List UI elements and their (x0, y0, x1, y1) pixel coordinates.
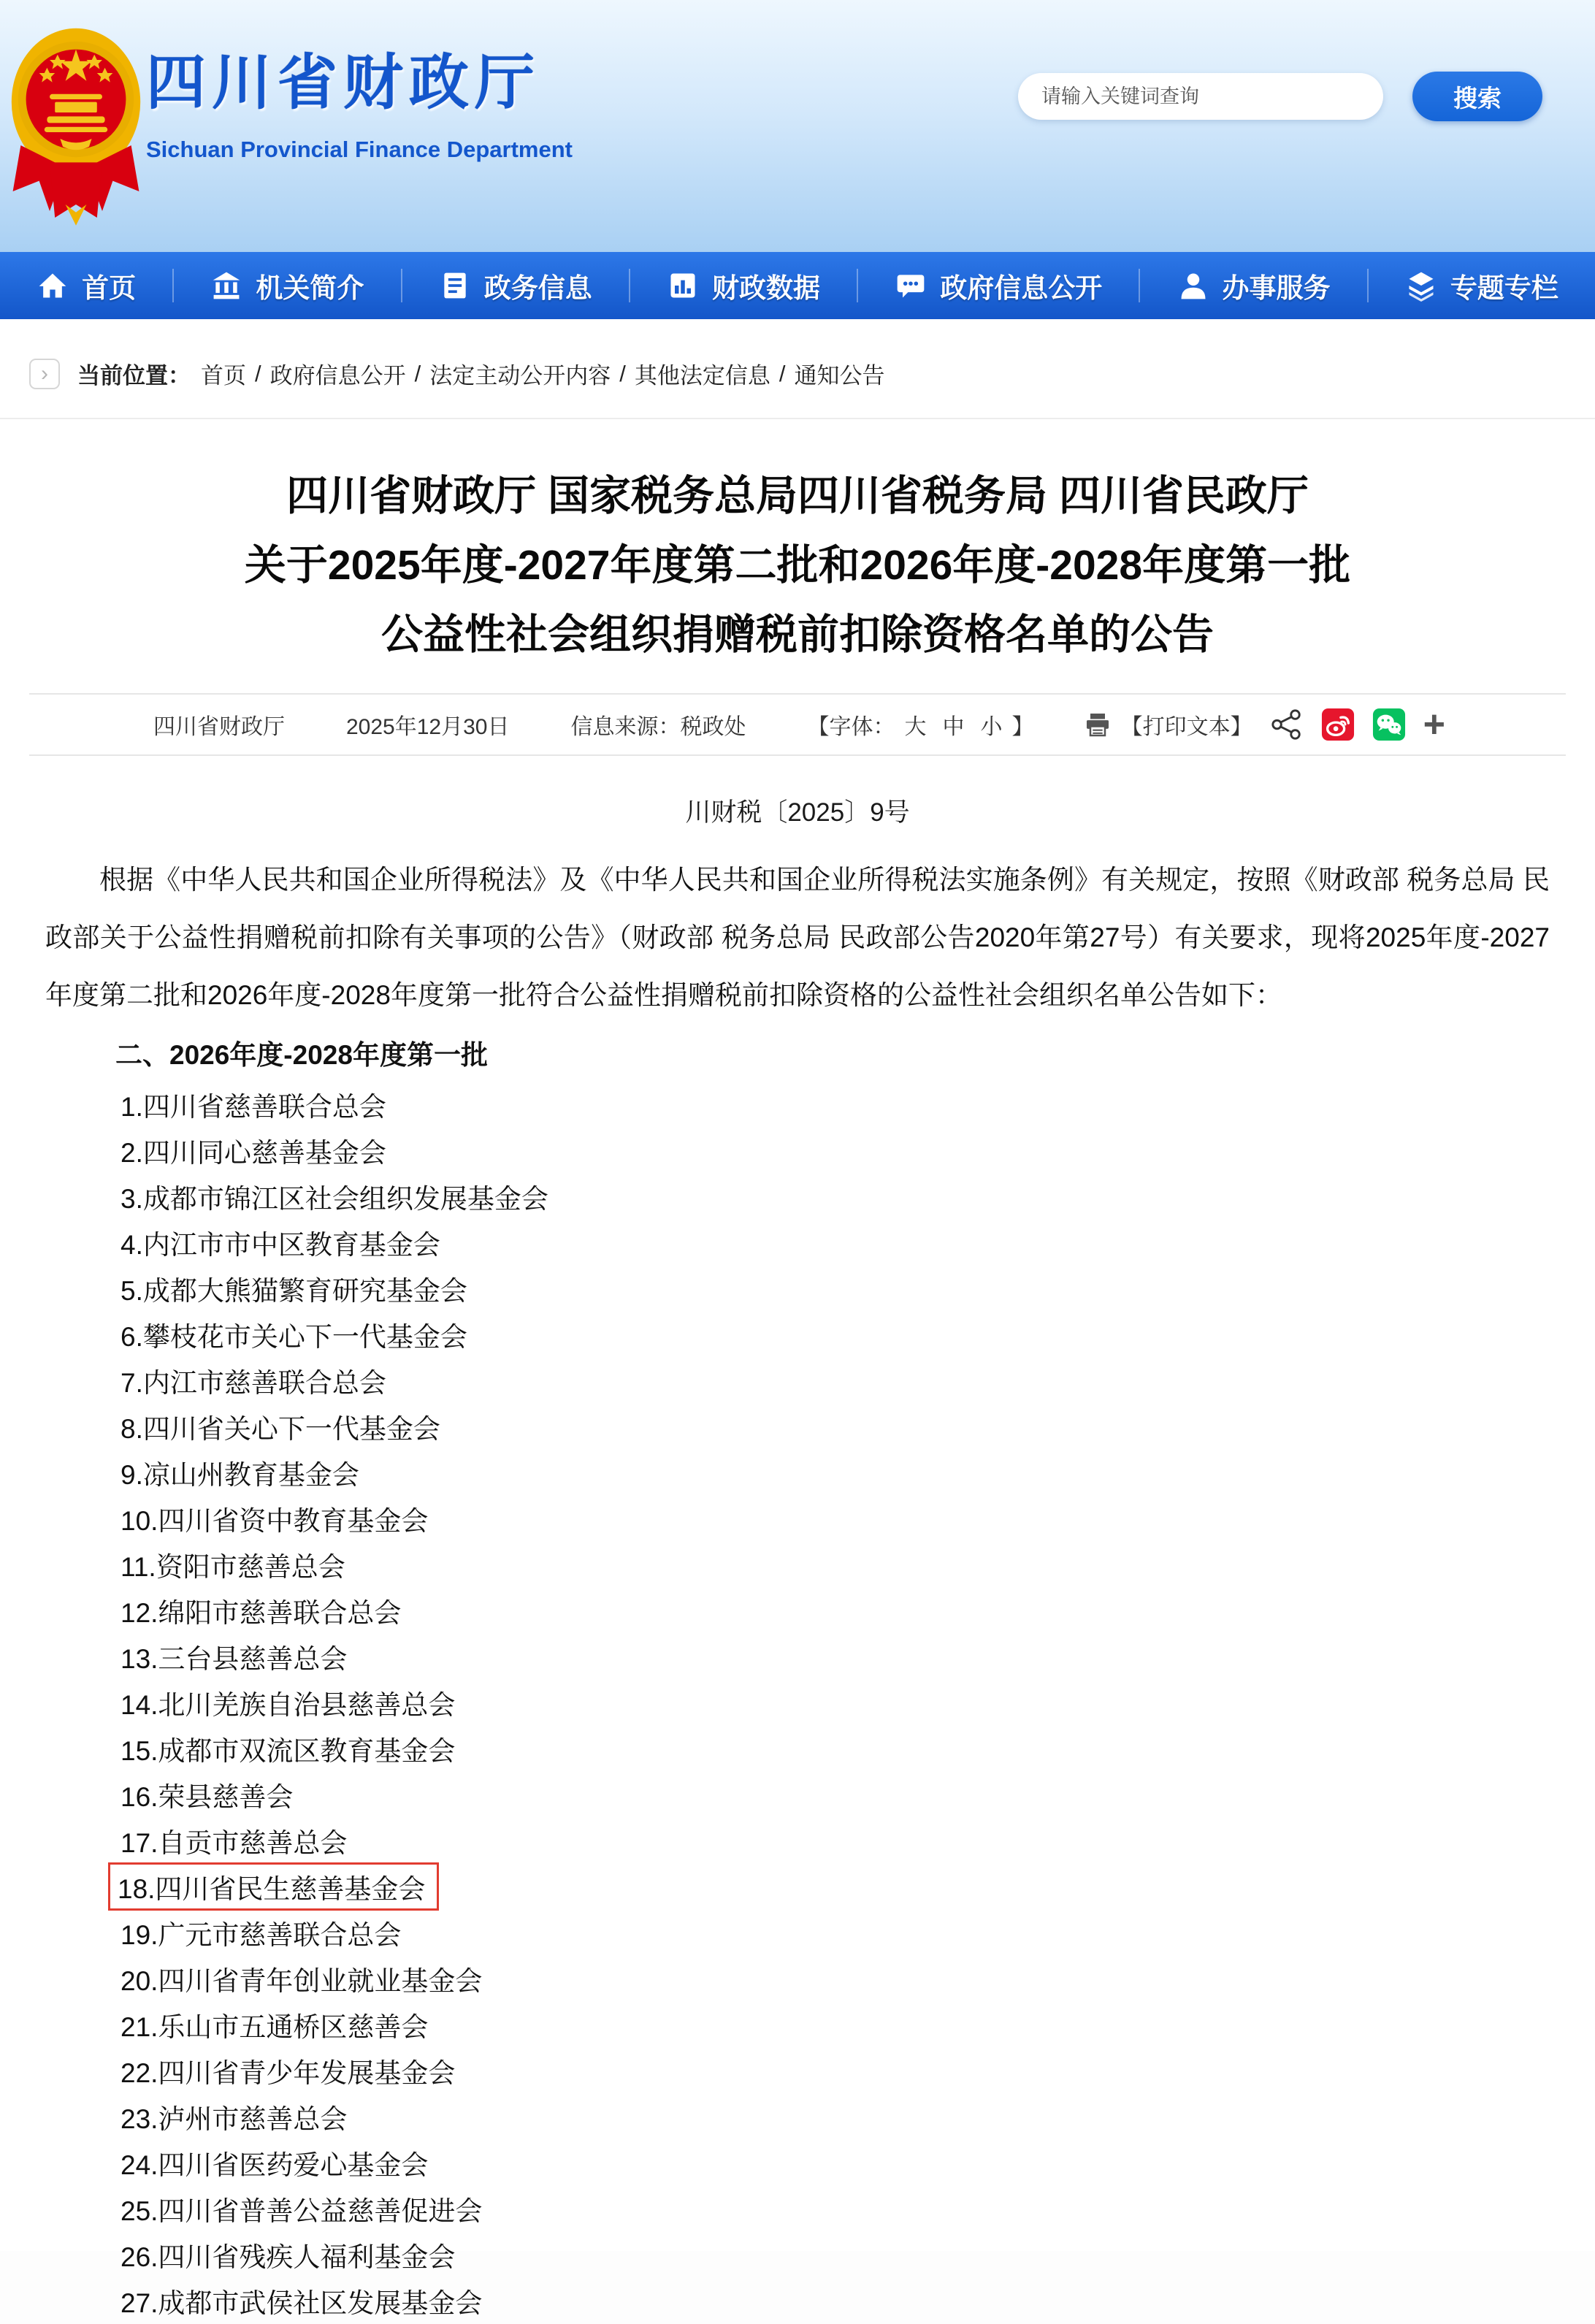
meta-info-source (570, 708, 746, 741)
org-list-item (115, 1771, 1595, 1817)
org-name: 16.荣县慈善会 (121, 1781, 294, 1812)
print-label: 【打印文本】 (1120, 715, 1252, 739)
org-list-item (115, 1081, 1595, 1127)
nav-separator (857, 269, 858, 302)
org-list-item (115, 1449, 1595, 1495)
font-size-switch (807, 708, 1033, 741)
home-icon (37, 270, 69, 302)
org-list-item (115, 1311, 1595, 1357)
breadcrumb-separator: / (619, 360, 626, 386)
org-name: 5.成都大熊猫繁育研究基金会 (121, 1275, 467, 1306)
nav-item-special-columns[interactable] (1405, 266, 1558, 305)
site-header (0, 0, 1595, 252)
weibo-icon[interactable] (1321, 708, 1355, 741)
org-name: 3.成都市锦江区社会组织发展基金会 (121, 1183, 548, 1214)
institution-icon (210, 270, 242, 302)
org-name: 20.四川省青年创业就业基金会 (121, 1965, 483, 1996)
org-name: 24.四川省医药爱心基金会 (121, 2149, 429, 2180)
nav-item-label: 财政数据 (711, 273, 820, 303)
article-title-line: 四川省财政厅 国家税务总局四川省税务局 四川省民政厅 (286, 473, 1309, 519)
nav-separator (1367, 269, 1369, 302)
org-list-item (115, 2093, 1595, 2139)
search-button[interactable]: 搜索 (1412, 72, 1542, 121)
nav-separator (172, 269, 174, 302)
org-name: 21.乐山市五通桥区慈善会 (121, 2011, 429, 2042)
nav-item-label: 专题专栏 (1450, 273, 1558, 303)
meta-date: 2025年12月30日 (346, 715, 510, 739)
org-name: 19.广元市慈善联合总会 (121, 1919, 402, 1950)
org-list-item (115, 1541, 1595, 1587)
org-list-item (115, 1495, 1595, 1541)
org-name: 17.自贡市慈善总会 (121, 1827, 348, 1858)
meta-left (29, 708, 1033, 741)
article-title (80, 462, 1515, 670)
more-share-button[interactable]: + (1423, 703, 1445, 746)
print-button[interactable] (1083, 708, 1252, 741)
org-name: 10.四川省资中教育基金会 (121, 1505, 429, 1536)
breadcrumb-separator: / (255, 360, 261, 386)
org-list-item (115, 2139, 1595, 2185)
org-name: 12.绵阳市慈善联合总会 (121, 1597, 402, 1628)
font-size-small-button[interactable]: 小 (980, 715, 1003, 739)
chevron-right-icon: › (29, 359, 60, 389)
org-name: 7.内江市慈善联合总会 (121, 1367, 386, 1398)
nav-item-label: 政务信息 (483, 273, 592, 303)
article-paragraph: 根据《中华人民共和国企业所得税法》及《中华人民共和国企业所得税法实施条例》有关规定，按照《财政部 税务总局 民政部关于公益性捐赠税前扣除有关事项的公告》（财政部 税务总局 民政部公告2020年第27号）有关要求，现将2025年度-2027年度第二批和2026年度-2028年度第一批符合公益性捐赠税前扣除资格的公益性社会组织名单公告如下： (45, 865, 1550, 1010)
org-name: 1.四川省慈善联合总会 (121, 1091, 386, 1122)
nav-separator (629, 269, 630, 302)
site-title: 四川省财政厅 (146, 50, 541, 116)
article (0, 462, 1595, 2323)
org-list-item (115, 1909, 1595, 1955)
org-name: 23.泸州市慈善总会 (121, 2103, 348, 2134)
org-list-item (115, 1587, 1595, 1633)
breadcrumb-link-statutory[interactable]: 法定主动公开内容 (429, 363, 611, 389)
meta-right (1083, 703, 1566, 746)
article-meta-bar (29, 693, 1566, 756)
org-list-item (115, 1219, 1595, 1265)
nav-item-label: 办事服务 (1222, 273, 1331, 303)
org-name: 22.四川省青少年发展基金会 (121, 2057, 456, 2088)
meta-info-source-label: 信息来源： (570, 715, 681, 739)
org-name: 18.四川省民生慈善基金会 (108, 1862, 439, 1911)
nav-item-about[interactable] (210, 266, 364, 305)
nav-item-home[interactable] (37, 266, 136, 305)
nav-separator (1139, 269, 1140, 302)
nav-item-services[interactable] (1177, 266, 1331, 305)
org-list-item (115, 2277, 1595, 2323)
section-heading: 二、2026年度-2028年度第一批 (115, 1040, 488, 1070)
org-list (115, 1081, 1595, 2323)
org-list-item (115, 1357, 1595, 1403)
org-list-item (115, 1173, 1595, 1219)
nav-item-label: 机关简介 (256, 273, 364, 303)
org-name: 26.四川省残疾人福利基金会 (121, 2241, 456, 2272)
nav-separator (401, 269, 402, 302)
chart-icon (667, 270, 699, 302)
org-name: 25.四川省普善公益慈善促进会 (121, 2195, 483, 2226)
share-icon[interactable] (1270, 708, 1304, 741)
org-name: 14.北川羌族自治县慈善总会 (121, 1689, 456, 1720)
org-name: 11.资阳市慈善总会 (121, 1551, 345, 1582)
org-list-item (115, 2047, 1595, 2093)
font-size-large-button[interactable]: 大 (904, 715, 927, 739)
breadcrumb-link-gov-info[interactable]: 政府信息公开 (269, 363, 406, 389)
breadcrumb-link-home[interactable]: 首页 (201, 363, 246, 389)
breadcrumb-link-other-info[interactable]: 其他法定信息 (634, 363, 770, 389)
search-input[interactable] (1018, 73, 1383, 120)
org-name: 27.成都市武侯社区发展基金会 (121, 2287, 483, 2318)
font-switch-close: 】 (1011, 715, 1034, 739)
org-list-item (115, 1127, 1595, 1173)
nav-item-gov-info[interactable] (439, 266, 592, 305)
nav-item-info-disclosure[interactable] (895, 266, 1102, 305)
brand (146, 35, 573, 163)
breadcrumb-separator: / (414, 360, 421, 386)
font-switch-open: 【字体： (807, 715, 895, 739)
font-size-medium-button[interactable]: 中 (942, 715, 965, 739)
doc-number: 川财税〔2025〕9号 (685, 798, 910, 827)
breadcrumb (0, 319, 1595, 419)
org-list-item (115, 1955, 1595, 2001)
org-name: 2.四川同心慈善基金会 (121, 1137, 386, 1168)
org-list-item (115, 2001, 1595, 2047)
wechat-icon[interactable] (1372, 708, 1406, 741)
national-emblem-logo (10, 16, 142, 235)
breadcrumb-separator: / (779, 360, 786, 386)
org-list-item (115, 1725, 1595, 1771)
org-list-item (115, 1679, 1595, 1725)
org-name: 13.三台县慈善总会 (121, 1643, 348, 1674)
printer-icon (1083, 710, 1112, 739)
org-list-item (115, 1265, 1595, 1311)
meta-source-org: 四川省财政厅 (153, 715, 285, 739)
breadcrumb-link-notices[interactable]: 通知公告 (794, 363, 885, 389)
layers-icon (1405, 270, 1437, 302)
org-list-item (115, 1403, 1595, 1449)
nav-item-finance-data[interactable] (667, 266, 820, 305)
org-list-item (115, 2185, 1595, 2231)
person-icon (1177, 270, 1209, 302)
article-title-line: 关于2025年度-2027年度第二批和2026年度-2028年度第一批 (244, 542, 1351, 589)
org-name: 8.四川省关心下一代基金会 (121, 1413, 440, 1444)
org-name: 15.成都市双流区教育基金会 (121, 1735, 456, 1766)
nav-item-label: 政府信息公开 (940, 273, 1103, 303)
org-name: 9.凉山州教育基金会 (121, 1459, 359, 1490)
site-subtitle: Sichuan Provincial Finance Department (146, 137, 573, 162)
org-list-item (115, 1633, 1595, 1679)
org-list-item-highlighted (115, 1863, 1595, 1909)
org-name: 6.攀枝花市关心下一代基金会 (121, 1321, 467, 1352)
article-title-line: 公益性社会组织捐赠税前扣除资格名单的公告 (381, 611, 1214, 658)
searchbar (1018, 72, 1542, 121)
org-list-item (115, 1817, 1595, 1863)
chat-bubble-icon (895, 270, 927, 302)
main-nav (0, 252, 1595, 319)
nav-item-label: 首页 (82, 273, 137, 303)
breadcrumb-label: 当前位置： (77, 363, 191, 389)
meta-info-source-value: 税政处 (680, 715, 746, 739)
org-name: 4.内江市市中区教育基金会 (121, 1229, 440, 1260)
org-list-item (115, 2231, 1595, 2277)
document-icon (439, 270, 471, 302)
